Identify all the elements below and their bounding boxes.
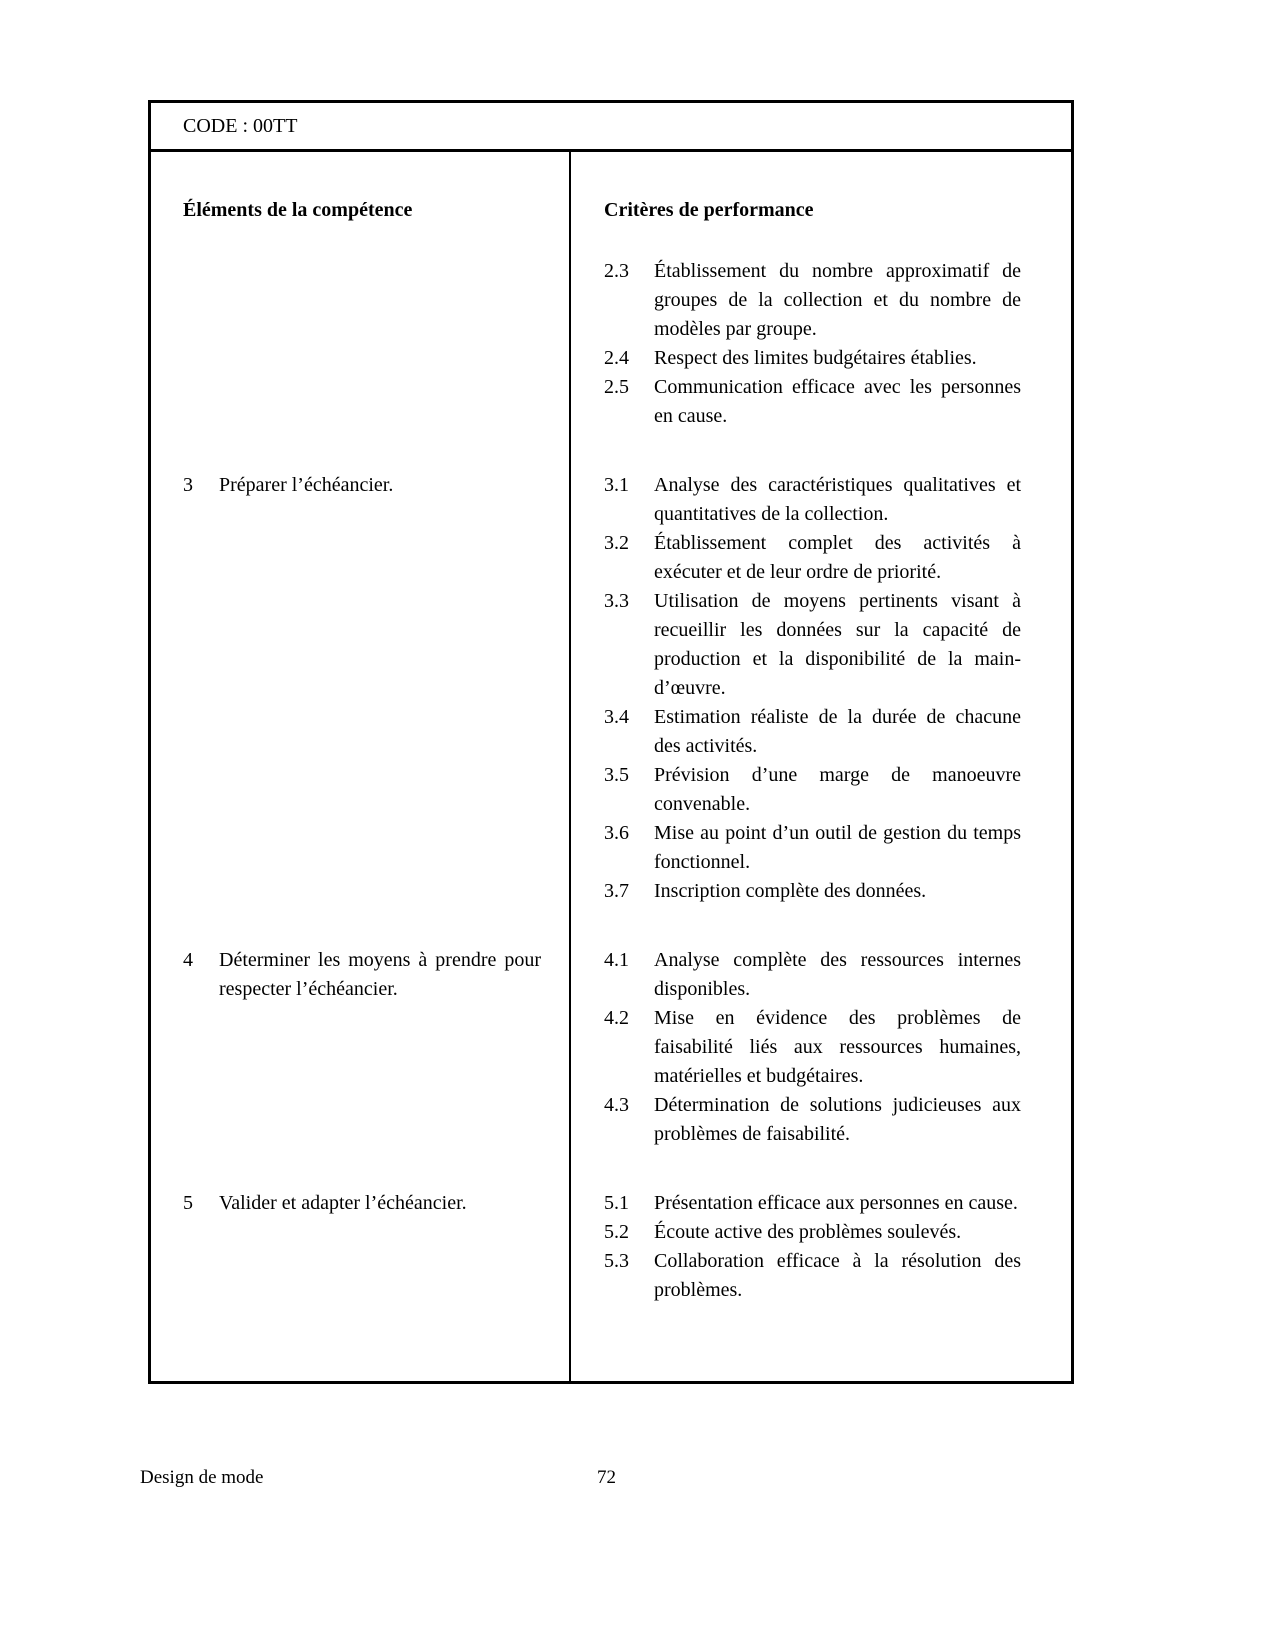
- element-cell: [151, 257, 571, 471]
- element-cell: [151, 1189, 571, 1381]
- criterion-item: [604, 1247, 1021, 1305]
- element-cell: [151, 946, 571, 1189]
- criterion-item: [604, 1004, 1021, 1091]
- footer-document-title: Design de mode: [140, 1467, 264, 1488]
- criteria-cell: [571, 257, 1071, 471]
- criteria-cell: [571, 471, 1071, 946]
- left-heading-cell: [151, 152, 571, 257]
- criterion-text: Analyse complète des ressources internes disponibles.: [654, 949, 1021, 1000]
- criterion-text: Écoute active des problèmes soulevés.: [654, 1221, 962, 1243]
- criterion-text: Présentation efficace aux personnes en cause.: [654, 1192, 1018, 1214]
- code-header-row: [151, 103, 1071, 152]
- criterion-item: [604, 529, 1021, 587]
- column-headings-row: [151, 152, 1071, 257]
- criterion-item: [604, 703, 1021, 761]
- criterion-number: 3.5: [604, 764, 629, 786]
- criterion-text: Prévision d’une marge de manoeuvre convenable.: [654, 764, 1021, 815]
- criterion-item: [604, 1218, 1021, 1247]
- element-number: 3: [183, 474, 193, 496]
- criterion-text: Détermination de solutions judicieuses aux problèmes de faisabilité.: [654, 1094, 1021, 1145]
- competency-group-4: [151, 946, 1071, 1189]
- competency-table: [148, 100, 1074, 1384]
- criterion-number: 3.6: [604, 822, 629, 844]
- criterion-item: [604, 471, 1021, 529]
- element-text: Déterminer les moyens à prendre pour respecter l’échéancier.: [219, 949, 541, 1000]
- criterion-text: Collaboration efficace à la résolution des problèmes.: [654, 1250, 1021, 1301]
- criterion-item: [604, 819, 1021, 877]
- element-number: 4: [183, 949, 193, 971]
- criterion-item: [604, 877, 1021, 906]
- element-item: [183, 946, 541, 1004]
- criterion-text: Mise au point d’un outil de gestion du temps fonctionnel.: [654, 822, 1021, 873]
- table-body: [151, 152, 1071, 1381]
- criterion-text: Estimation réaliste de la durée de chacune des activités.: [654, 706, 1021, 757]
- criteria-column-heading: Critères de performance: [604, 199, 814, 221]
- criterion-item: [604, 946, 1021, 1004]
- code-label: CODE : 00TT: [183, 115, 298, 137]
- competency-group-2: [151, 257, 1071, 471]
- competency-group-3: [151, 471, 1071, 946]
- element-cell: [151, 471, 571, 946]
- criterion-number: 3.2: [604, 532, 629, 554]
- criterion-number: 3.3: [604, 590, 629, 612]
- criteria-cell: [571, 1189, 1071, 1381]
- criterion-item: [604, 257, 1021, 344]
- criterion-number: 3.1: [604, 474, 629, 496]
- criterion-item: [604, 587, 1021, 703]
- criterion-item: [604, 761, 1021, 819]
- criterion-text: Établissement complet des activités à exécuter et de leur ordre de priorité.: [654, 532, 1021, 583]
- criterion-text: Respect des limites budgétaires établies.: [654, 347, 977, 369]
- criterion-text: Communication efficace avec les personnes en cause.: [654, 376, 1021, 427]
- competency-group-5: [151, 1189, 1071, 1381]
- page-number: 72: [597, 1467, 616, 1488]
- criterion-text: Mise en évidence des problèmes de faisabilité liés aux ressources humaines, matérielles et budgétaires.: [654, 1007, 1021, 1087]
- right-heading-cell: [571, 152, 1071, 257]
- criterion-number: 3.4: [604, 706, 629, 728]
- criterion-number: 5.2: [604, 1221, 629, 1243]
- criterion-item: [604, 1189, 1021, 1218]
- criterion-number: 4.2: [604, 1007, 629, 1029]
- criterion-item: [604, 1091, 1021, 1149]
- elements-column-heading: Éléments de la compétence: [183, 199, 413, 221]
- element-text: Préparer l’échéancier.: [219, 474, 394, 496]
- element-text: Valider et adapter l’échéancier.: [219, 1192, 467, 1214]
- criterion-text: Établissement du nombre approximatif de groupes de la collection et du nombre de modèles par groupe.: [654, 260, 1021, 340]
- criterion-text: Utilisation de moyens pertinents visant à recueillir les données sur la capacité de production et la disponibilité de la main-d’œuvre.: [654, 590, 1021, 699]
- criterion-number: 5.1: [604, 1192, 629, 1214]
- element-item: [183, 471, 541, 500]
- criterion-number: 2.5: [604, 376, 629, 398]
- criterion-text: Analyse des caractéristiques qualitatives et quantitatives de la collection.: [654, 474, 1021, 525]
- criterion-number: 5.3: [604, 1250, 629, 1272]
- criterion-item: [604, 373, 1021, 431]
- criterion-number: 3.7: [604, 880, 629, 902]
- criterion-item: [604, 344, 1021, 373]
- criterion-number: 4.1: [604, 949, 629, 971]
- element-item: [183, 1189, 541, 1218]
- criterion-number: 2.3: [604, 260, 629, 282]
- criterion-number: 2.4: [604, 347, 629, 369]
- criteria-cell: [571, 946, 1071, 1189]
- element-number: 5: [183, 1192, 193, 1214]
- criterion-text: Inscription complète des données.: [654, 880, 927, 902]
- criterion-number: 4.3: [604, 1094, 629, 1116]
